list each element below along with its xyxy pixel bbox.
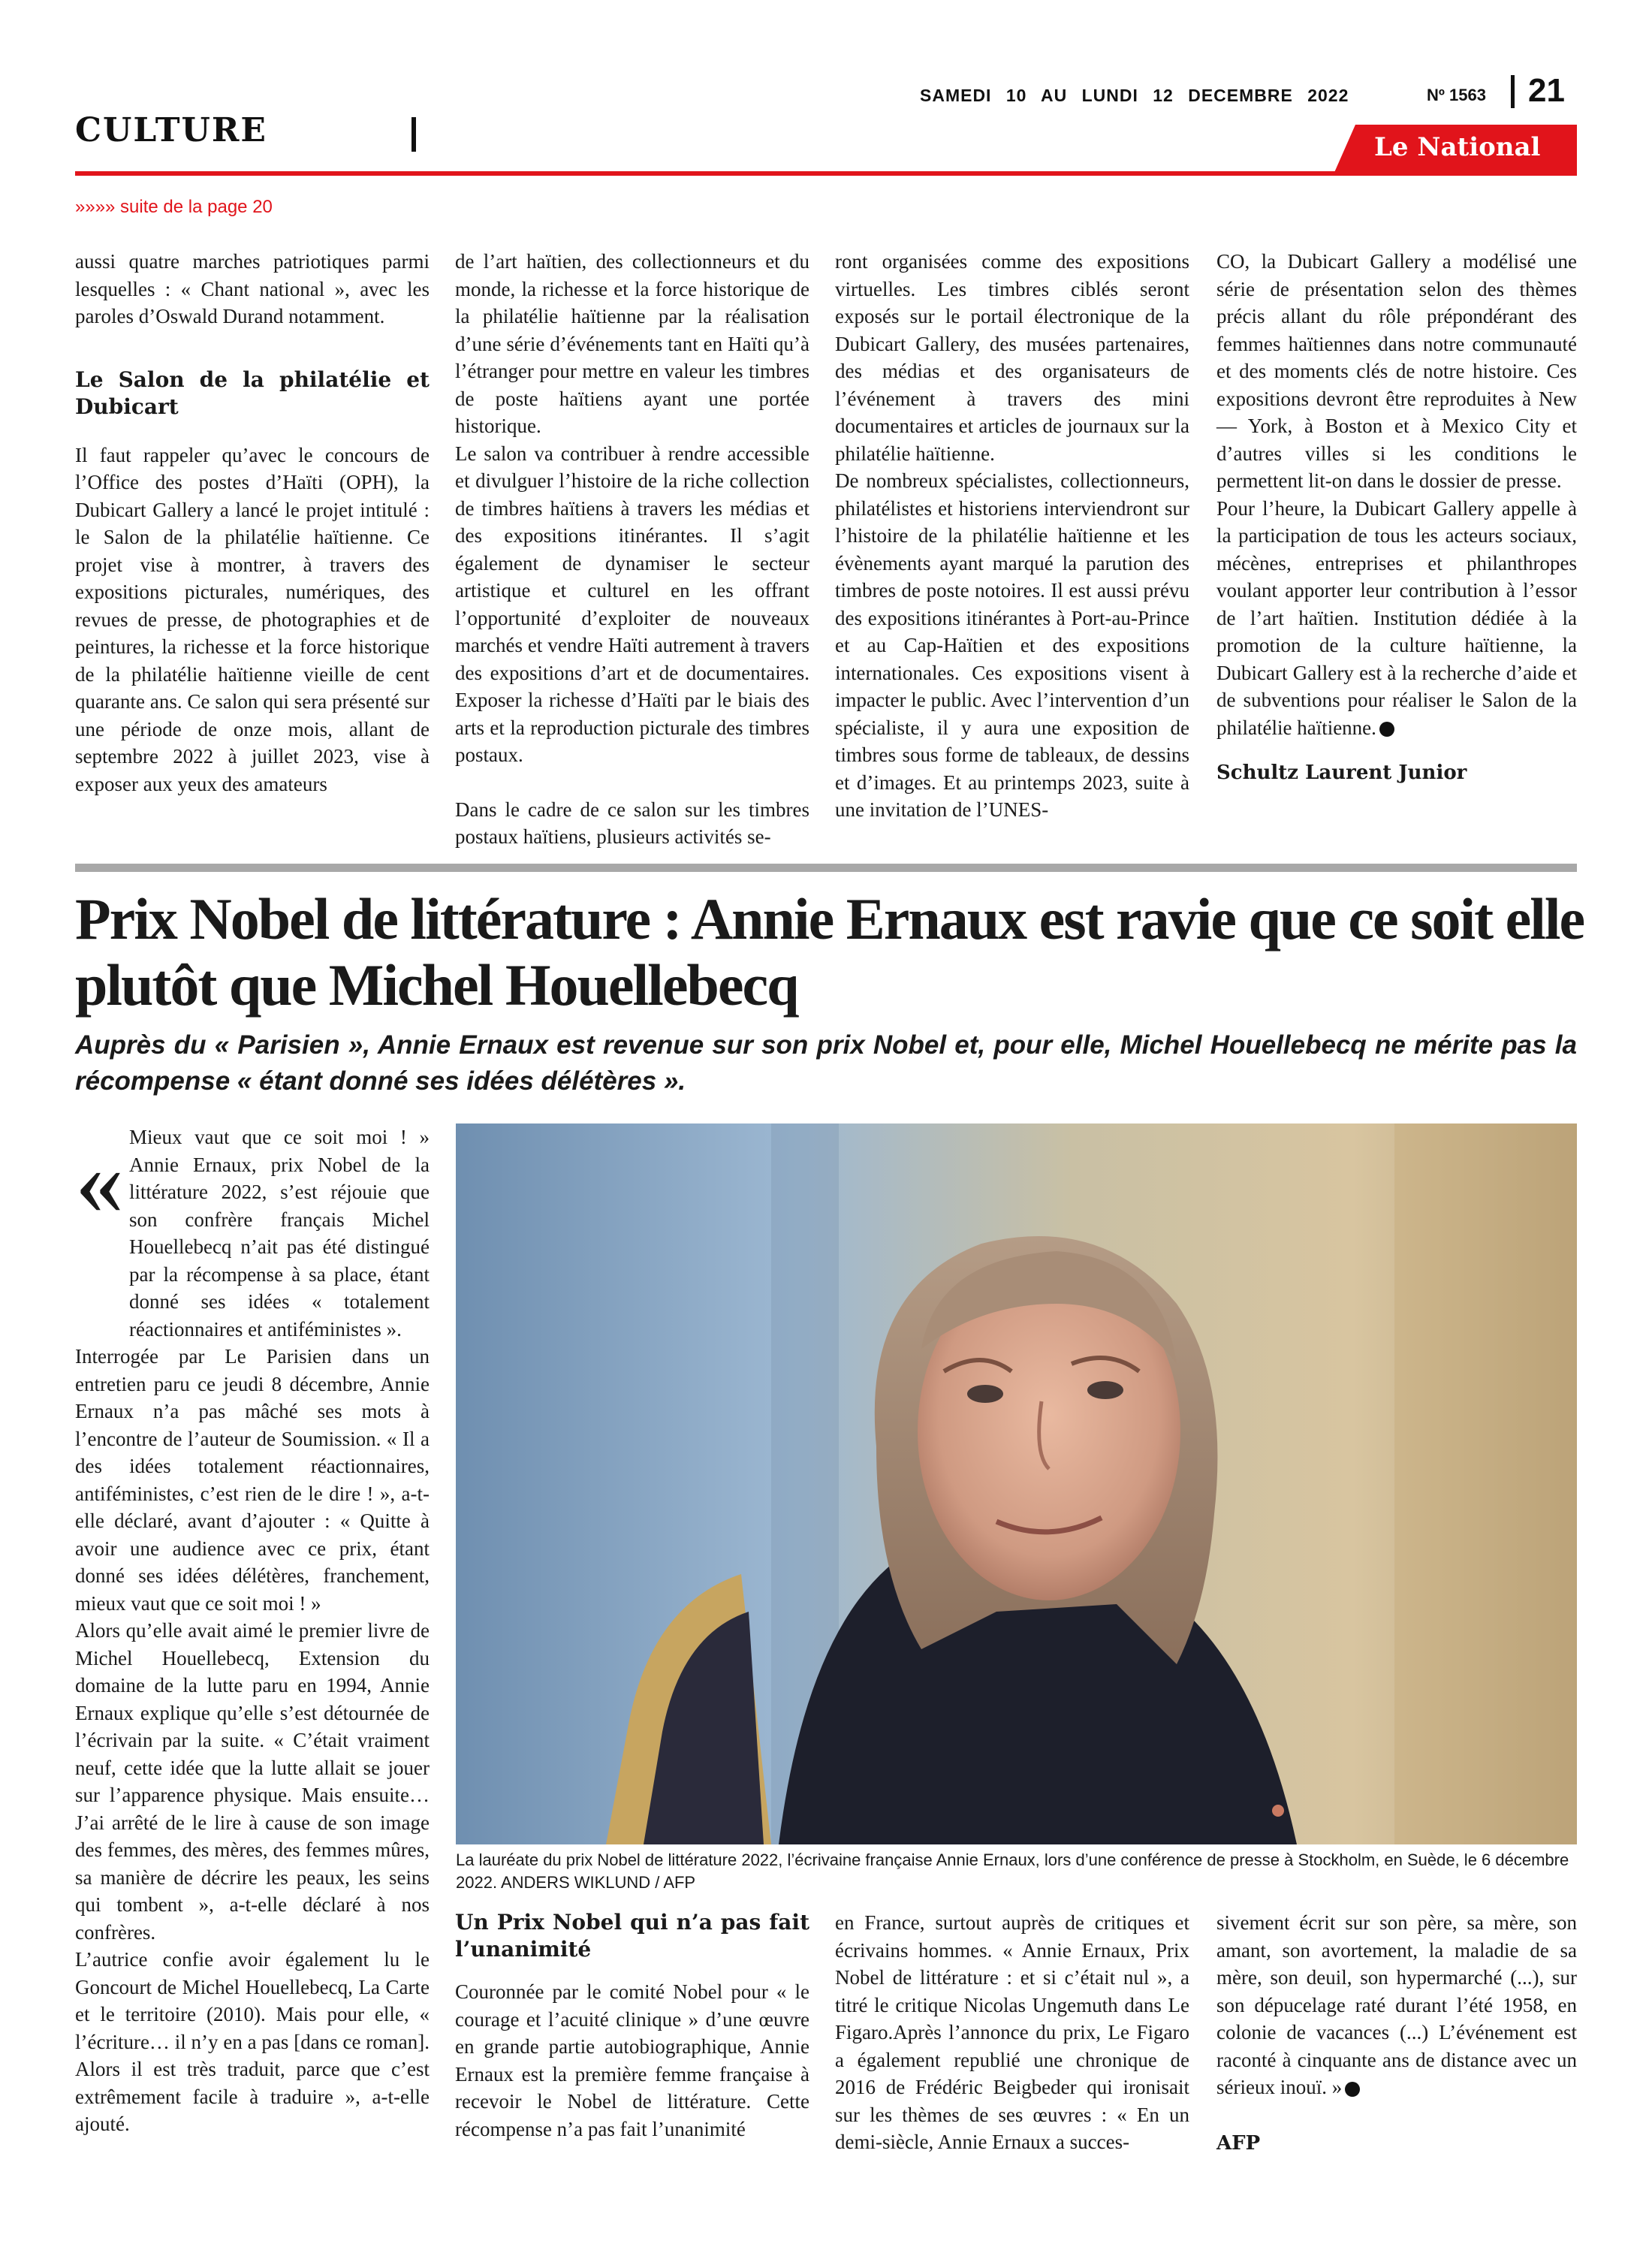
article1-paragraph: De nombreux spécialistes, collectionneurs, philatélistes et historiens interviendront sur l’histoire de la philatélie haïtienne et les évènements ayant marqué la parution des timbres de poste notoires. Il est aussi prévu des expositions itinérantes à Port-au-Prince et au Cap-Haïtien et des expositions internationales. Ces expositions visent à impacter le public. Avec l’intervention d’un spécialiste, il y aura une exposition de timbres sous forme de tableaux, de dessins et d’images. Et au printemps 2023, suite à une invitation de l’UNES- [835,469,1189,821]
article2-byline: AFP [1216,2131,1261,2155]
article1-byline: Schultz Laurent Junior [1216,762,1467,784]
header-rule [75,171,1577,176]
article1-paragraph: Dans le cadre de ce salon sur les timbres postaux haïtiens, plusieurs activités se- [455,798,809,848]
article2-paragraph: Couronnée par le comité Nobel pour « le courage et l’acuité clinique » d’une œuvre en grande partie autobiographique, Annie Ernaux est la première femme française à recevoir le Nobel de littérature. Cette récompense n’a pas fait l’unanimité [455,1980,809,2140]
article2-paragraph: L’autrice confie avoir également lu le Goncourt de Michel Houellebecq, La Carte et le territoire (2010). Mais pour elle, « l’écriture… il n’y en a pas [dans ce roman]. Alors il est très traduit, parce que c’est extrêmement facile à traduire », a-t-elle ajouté. [75,1948,430,2135]
dateline: SAMEDI 10 AU LUNDI 12 DECEMBRE 2022 [920,86,1349,105]
article1-column-3 [835,248,1189,824]
article2-column-2 [455,1909,809,2143]
end-mark-icon [1379,722,1394,737]
article2-deck: Auprès du « Parisien », Annie Ernaux est revenue sur son prix Nobel et, pour elle, Michel Houellebecq ne mérite pas la récompense « étant donné ses idées délétères ». [75,1030,1577,1096]
article1-paragraph-text: Pour l’heure, la Dubicart Gallery appelle à la participation de tous les acteurs sociaux, mécènes, entreprises et philanthropes voulant apporter leur contribution à l’essor de l’art haïtien. Institution dédiée à la promotion de la culture haïtienne, la Dubicart Gallery est à la recherche d’aide et de subventions pour réaliser le Salon de la philatélie haïtienne. [1216,496,1577,739]
article2-paragraph: Mieux vaut que ce soit moi ! » Annie Ernaux, prix Nobel de la littérature 2022, s’est réjouie que son confrère français Michel Houellebecq n’ait pas été distingué par la récompense à sa place, étant donné ses idées « totalement réactionnaires et antiféministes ». [129,1126,430,1341]
article1-paragraph [1216,495,1577,742]
page-number: 21 [1528,72,1565,109]
article2-paragraph [1216,1909,1577,2101]
article1-paragraph: Il faut rappeler qu’avec le concours de l’Office des postes d’Haïti (OPH), la Dubicart Gallery a lancé le projet intitulé : le Salon de la philatélie haïtienne. Ce projet vise à montrer, à travers des expositions picturales, numériques, des revues de presse, de photographies et de peintures, la richesse et la force historique de la philatélie haïtienne vieille de cent quarante ans. Ce salon qui sera présenté sur une période de onze mois, allant de septembre 2022 à juillet 2023, vise à exposer aux yeux des amateurs [75,443,430,795]
article1-subhead: Le Salon de la philatélie et Dubicart [75,366,430,419]
portrait-photo [456,1123,1577,1844]
article2-paragraph: en France, surtout auprès de critiques et écrivains hommes. « Annie Ernaux, Prix Nobel de littérature : et si c’était nul », a titré le critique Nicolas Ungemuth dans Le Figaro.Après l’annonce du prix, Le Figaro a également republié une chronique de 2016 de Frédéric Beigbeder qui ironisait sur les thèmes de ses œuvres : « En un demi-siècle, Annie Ernaux a succes- [835,1911,1189,2153]
article-separator [75,864,1577,872]
article2-paragraph: Alors qu’elle avait aimé le premier livre de Michel Houellebecq, Extension du domaine de la lutte paru en 1994, Annie Ernaux explique qu’elle s’est détournée de l’écrivain par la suite. « C’était vraiment neuf, cette idée que la lutte allait se jouer sur l’apparence physique. Mais ensuite… J’ai arrêté de le lire à cause de son image des femmes, des mères, des femmes mûres, sa manière de décrire les peaux, les seins qui tombent », a-t-elle déclaré à nos confrères. [75,1619,430,1944]
article2-column-1 [75,1123,430,2138]
continued-from: »»»» suite de la page 20 [75,197,273,217]
end-mark-icon [1345,2082,1360,2097]
article1-column-2 [455,248,809,851]
article2-photo [456,1123,1577,1844]
article1-column-1 [75,248,430,798]
issue-number: Nº 1563 [1427,86,1486,104]
article1-paragraph: ront organisées comme des expositions virtuelles. Les timbres ciblés seront exposés sur le portail électronique de la Dubicart Gallery, des musées partenaires, des médias et des organisateurs de l’événement à travers des mini documentaires et articles de journaux sur la philatélie haïtienne. [835,250,1189,465]
photo-caption: La lauréate du prix Nobel de littérature 2022, l’écrivaine française Annie Ernaux, lors d’une conférence de presse à Stockholm, en Suède, le 6 décembre 2022. ANDERS WIKLUND / AFP [456,1850,1569,1892]
drop-quote-mark: « [75,1127,124,1235]
article2-paragraph: Interrogée par Le Parisien dans un entretien paru ce jeudi 8 décembre, Annie Ernaux n’a pas mâché ses mots à l’encontre de l’auteur de Soumission. « Il a des idées totalement réactionnaires, antiféministes, c’est rien de le dire ! », a-t-elle déclaré, avant d’ajouter : « Quitte à avoir une audience avec ce prix, étant donné ses idées délétères, franchement, mieux vaut que ce soit moi ! » [75,1345,430,1615]
article2-column-4 [1216,1909,1577,2157]
article1-paragraph: CO, la Dubicart Gallery a modélisé une série de présentation selon des thèmes précis allant du rôle prépondérant des femmes haïtiennes dans notre communauté et des moments clés de notre histoire. Ces expositions devront être reproduites à New — York, à Boston et à Mexico City et d’autres villes si les conditions le permettent lit-on dans le dossier de presse. [1216,250,1577,492]
article1-paragraph: aussi quatre marches patriotiques parmi lesquelles : « Chant national », avec les paroles d’Oswald Durand notamment. [75,250,430,327]
section-divider [411,117,416,152]
article2-column-3 [835,1909,1189,2156]
article2-subhead: Un Prix Nobel qui n’a pas fait l’unanimité [455,1910,809,1962]
article1-column-4 [1216,248,1577,787]
article2-headline: Prix Nobel de littérature : Annie Ernaux est ravie que ce soit elle plutôt que Michel Houellebecq [75,886,1584,1018]
page-number-divider [1511,75,1515,108]
article1-paragraph: de l’art haïtien, des collectionneurs et du monde, la richesse et la force historique de la philatélie haïtienne par la réalisation d’une série d’événements tant en Haïti qu’à l’étranger pour mettre en valeur les timbres de poste haïtiens ayant une portée historique. [455,250,809,437]
brand-name: Le National [1374,132,1541,162]
section-title: CULTURE [75,111,267,149]
article2-paragraph-text: sivement écrit sur son père, sa mère, son amant, son avortement, la maladie de sa mère, son deuil, son hypermarché (...), sur son dépucelage raté durant l’été 1958, en colonie de vacances (...) L’événement est raconté à cinquante ans de distance avec un sérieux inouï. » [1216,1911,1577,2098]
article1-paragraph: Le salon va contribuer à rendre accessible et divulguer l’histoire de la riche collection de timbres haïtiens à travers les médias et des expositions itinérantes. Il s’agit également de dynamiser le secteur artistique et culturel en les offrant l’opportunité d’exploiter de nouveaux marchés et vendre Haïti autrement à travers des expositions d’art et de documentaires. Exposer la richesse d’Haïti par le biais des arts et la reproduction picturale des timbres postaux. [455,442,809,766]
